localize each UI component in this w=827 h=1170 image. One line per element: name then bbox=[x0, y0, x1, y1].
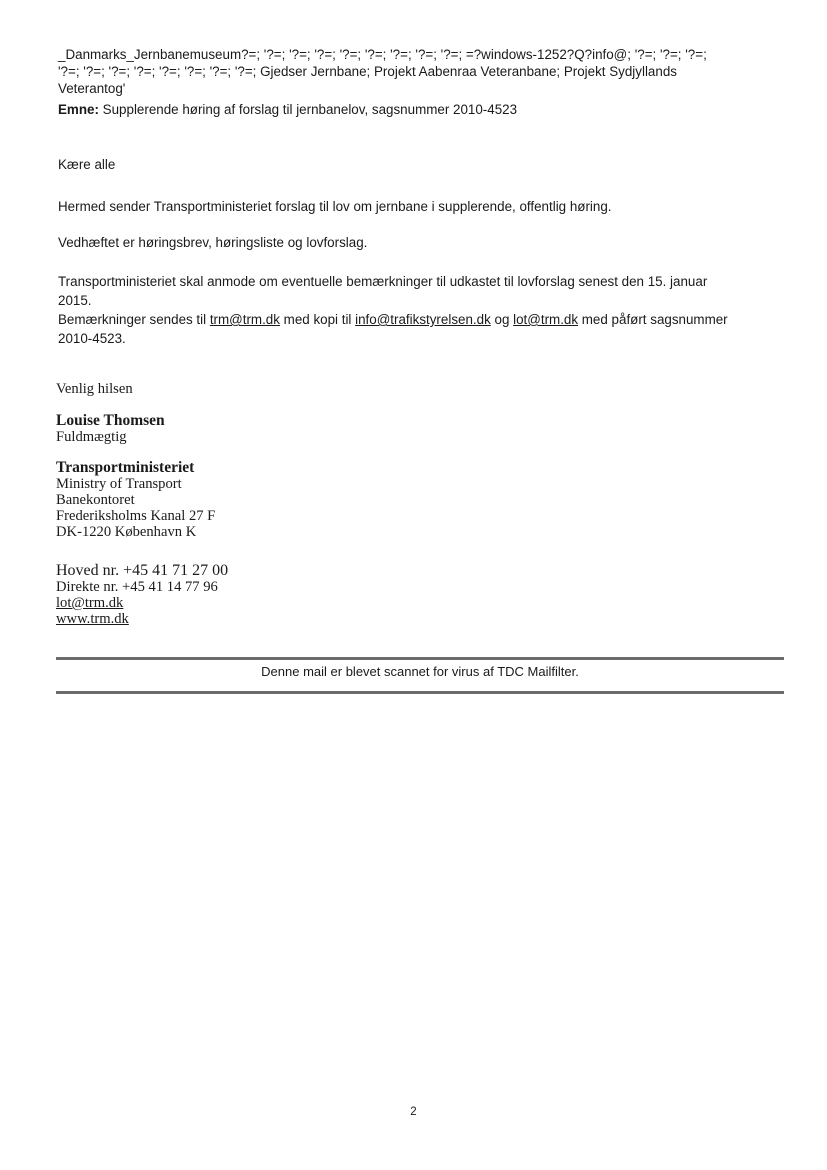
org-name: Transportministeriet bbox=[56, 459, 195, 476]
department: Banekontoret bbox=[56, 492, 135, 508]
website-link[interactable]: www.trm.dk bbox=[56, 611, 129, 627]
virus-notice: Denne mail er blevet scannet for virus af TDC Mailfilter. bbox=[261, 664, 579, 679]
phone-direct: Direkte nr. +45 41 14 77 96 bbox=[56, 579, 218, 595]
trafikstyrelsen-email-link[interactable]: info@trafikstyrelsen.dk bbox=[355, 312, 491, 327]
signer-name: Louise Thomsen bbox=[56, 412, 165, 429]
divider-bottom bbox=[56, 691, 784, 694]
paragraph-deadline bbox=[58, 272, 728, 348]
subject-line bbox=[58, 102, 517, 117]
page-number: 2 bbox=[410, 1106, 417, 1118]
signature-organization bbox=[56, 460, 215, 540]
subject-text: Supplerende høring af forslag til jernbanelov, sagsnummer 2010-4523 bbox=[102, 102, 518, 117]
recipients-line-1: _Danmarks_Jernbanemuseum?=; '?=; '?=; '?=; '?=; '?=; '?=; '?=; '?=; =?windows-1252?Q?info@; '?=; '?=; '?=; bbox=[58, 47, 707, 62]
paragraph-attachments: Vedhæftet er høringsbrev, høringsliste og lovforslag. bbox=[58, 235, 368, 250]
remarks-line-2: 2010-4523. bbox=[58, 331, 126, 346]
remarks-suffix: med påført sagsnummer bbox=[578, 312, 728, 327]
signature-email-link[interactable]: lot@trm.dk bbox=[56, 595, 124, 611]
closing: Venlig hilsen bbox=[56, 381, 133, 397]
remarks-mid-1: med kopi til bbox=[279, 312, 356, 327]
lot-email-link[interactable]: lot@trm.dk bbox=[513, 312, 579, 327]
deadline-line-2: 2015. bbox=[58, 293, 92, 308]
signature-contact bbox=[56, 562, 228, 627]
city-address: DK-1220 København K bbox=[56, 524, 197, 540]
street-address: Frederiksholms Kanal 27 F bbox=[56, 508, 216, 524]
remarks-mid-2: og bbox=[490, 312, 514, 327]
signature-person bbox=[56, 413, 165, 445]
paragraph-intro: Hermed sender Transportministeriet forslag til lov om jernbane i supplerende, offentlig høring. bbox=[58, 199, 612, 214]
phone-main: Hoved nr. +45 41 71 27 00 bbox=[56, 562, 229, 579]
signer-title: Fuldmægtig bbox=[56, 429, 127, 445]
remarks-prefix: Bemærkninger sendes til bbox=[58, 312, 210, 327]
subject-label: Emne: bbox=[58, 102, 99, 117]
remarks-line bbox=[58, 310, 728, 329]
divider-top bbox=[56, 657, 784, 660]
greeting: Kære alle bbox=[58, 157, 116, 172]
email-header bbox=[58, 46, 770, 97]
recipients-line-2: '?=; '?=; '?=; '?=; '?=; '?=; '?=; '?=; Gjedser Jernbane; Projekt Aabenraa Veteranbane; Projekt Sydjyllands bbox=[58, 64, 677, 79]
org-english-name: Ministry of Transport bbox=[56, 476, 182, 492]
trm-email-link[interactable]: trm@trm.dk bbox=[209, 312, 280, 327]
deadline-line-1: Transportministeriet skal anmode om eventuelle bemærkninger til udkastet til lovforslag senest den 15. januar bbox=[58, 274, 708, 289]
recipients-line-3: Veterantog' bbox=[58, 81, 126, 96]
